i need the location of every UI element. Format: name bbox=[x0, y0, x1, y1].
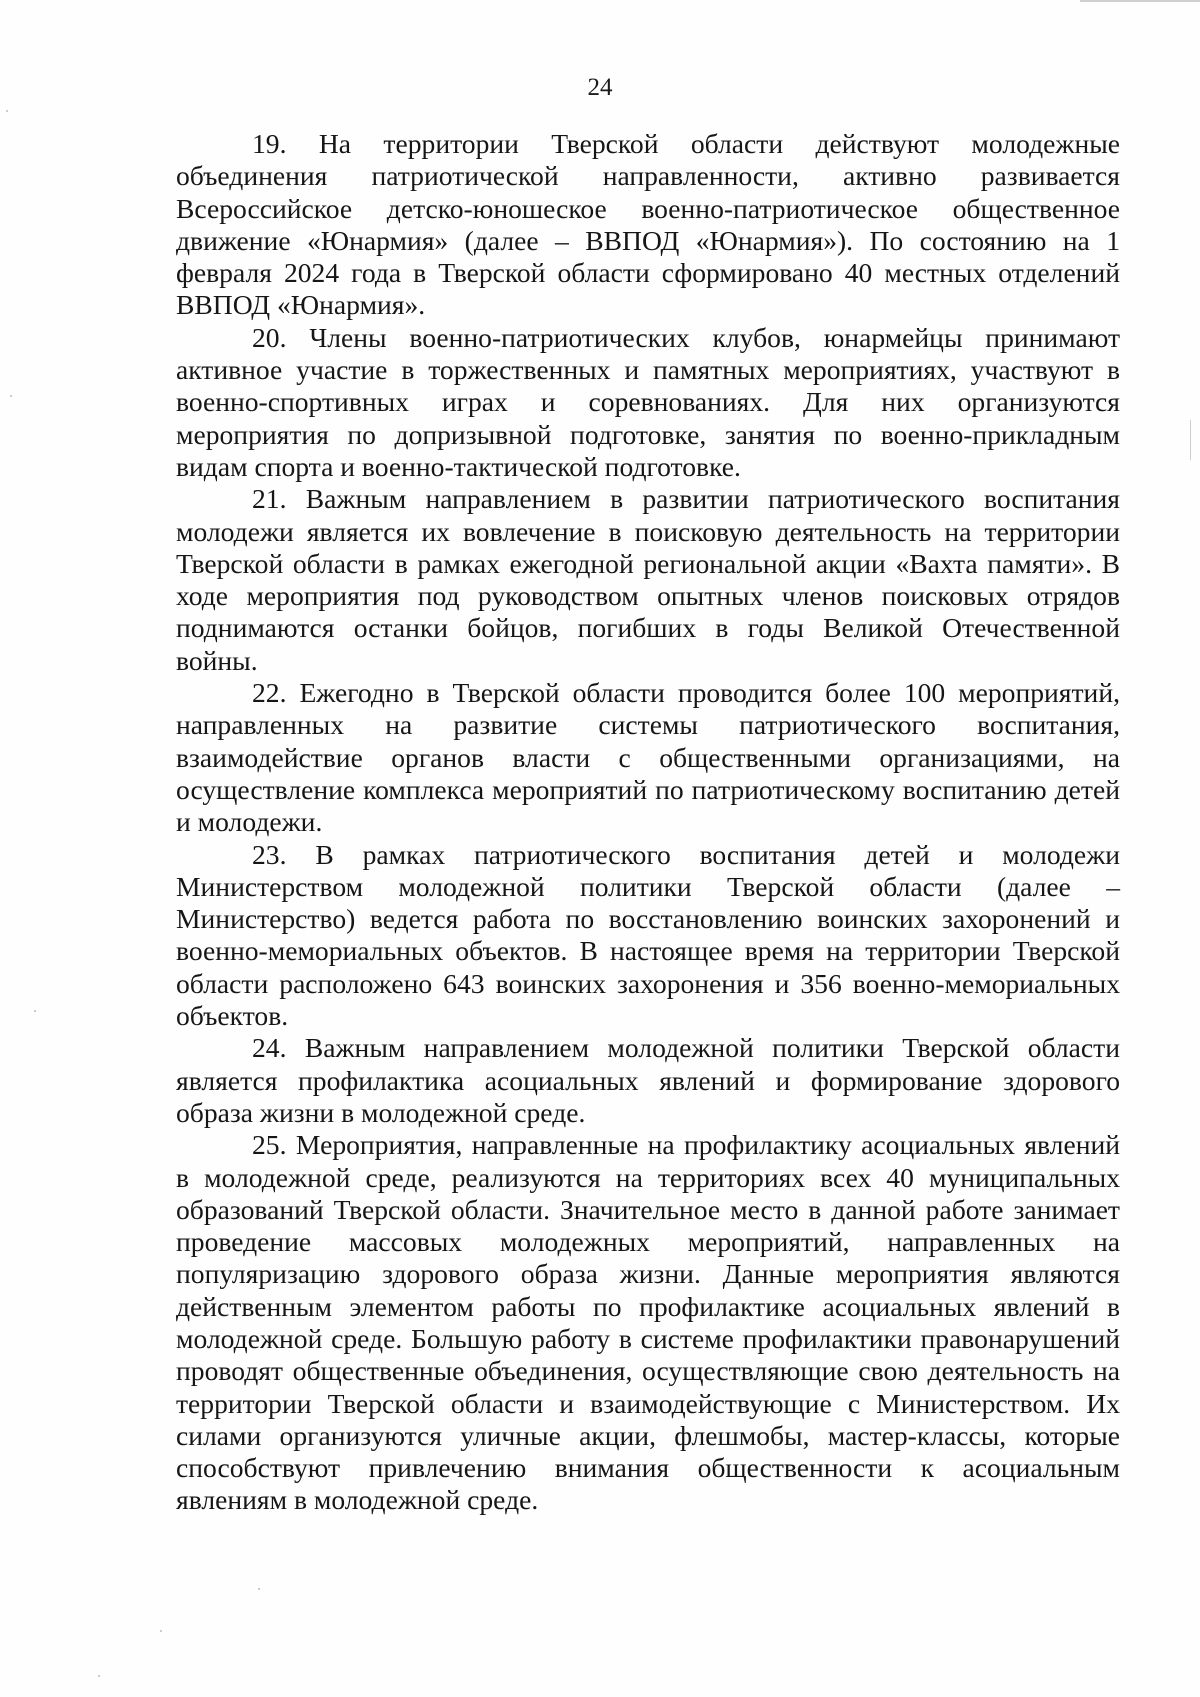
paragraph-24: 24. Важным направлением молодежной политики Тверской области является профилактика асоциальных явлений и формирование здорового образа жизни в молодежной среде. bbox=[176, 1032, 1120, 1128]
paragraph-25: 25. Мероприятия, направленные на профилактику асоциальных явлений в молодежной среде, реализуются на территориях всех 40 муниципальных образований Тверской области. Значительное место в данной работе занимает проведение массовых молодежных мероприятий, направленных на популяризацию здорового образа жизни. Данные мероприятия являются действенным элементом работы по профилактике асоциальных явлений в молодежной среде. Большую работу в системе профилактики правонарушений проводят общественные объединения, осуществляющие свою деятельность на территории Тверской области и взаимодействующие с Министерством. Их силами организуются уличные акции, флешмобы, мастер-классы, которые способствуют привлечению внимания общественности к асоциальным явлениям в молодежной среде. bbox=[176, 1129, 1120, 1516]
page-number: 24 bbox=[587, 74, 613, 101]
paragraph-23: 23. В рамках патриотического воспитания детей и молодежи Министерством молодежной политики Тверской области (далее – Министерство) ведется работа по восстановлению воинских захоронений и военно-мемориальных объектов. В настоящее время на территории Тверской области расположено 643 воинских захоронения и 356 военно-мемориальных объектов. bbox=[176, 838, 1120, 1032]
paragraph-19: 19. На территории Тверской области действуют молодежные объединения патриотической направленности, активно развивается Всероссийское детско-юношеское военно-патриотическое общественное движение «Юнармия» (далее – ВВПОД «Юнармия»). По состоянию на 1 февраля 2024 года в Тверской области сформировано 40 местных отделений ВВПОД «Юнармия». bbox=[176, 128, 1120, 321]
document-body bbox=[176, 128, 1120, 1517]
scan-speck bbox=[258, 1588, 260, 1590]
scan-speck bbox=[10, 395, 12, 397]
scan-speck bbox=[34, 1010, 36, 1012]
scan-edge-rule bbox=[1080, 0, 1200, 2]
scan-speck bbox=[160, 1630, 162, 1632]
paragraph-20: 20. Члены военно-патриотических клубов, юнармейцы принимают активное участие в торжественных и памятных мероприятиях, участвуют в военно-спортивных играх и соревнованиях. Для них организуются мероприятия по допризывной подготовке, занятия по военно-прикладным видам спорта и военно-тактической подготовке. bbox=[176, 321, 1120, 482]
paragraph-21: 21. Важным направлением в развитии патриотического воспитания молодежи является их вовлечение в поисковую деятельность на территории Тверской области в рамках ежегодной региональной акции «Вахта памяти». В ходе мероприятия под руководством опытных членов поисковых отрядов поднимаются останки бойцов, погибших в годы Великой Отечественной войны. bbox=[176, 483, 1120, 676]
scan-speck bbox=[6, 110, 8, 112]
scan-speck bbox=[1190, 420, 1191, 460]
paragraph-22: 22. Ежегодно в Тверской области проводится более 100 мероприятий, направленных на развитие системы патриотического воспитания, взаимодействие органов власти с общественными организациями, на осуществление комплекса мероприятий по патриотическому воспитанию детей и молодежи. bbox=[176, 677, 1120, 838]
scan-speck bbox=[98, 1675, 100, 1677]
